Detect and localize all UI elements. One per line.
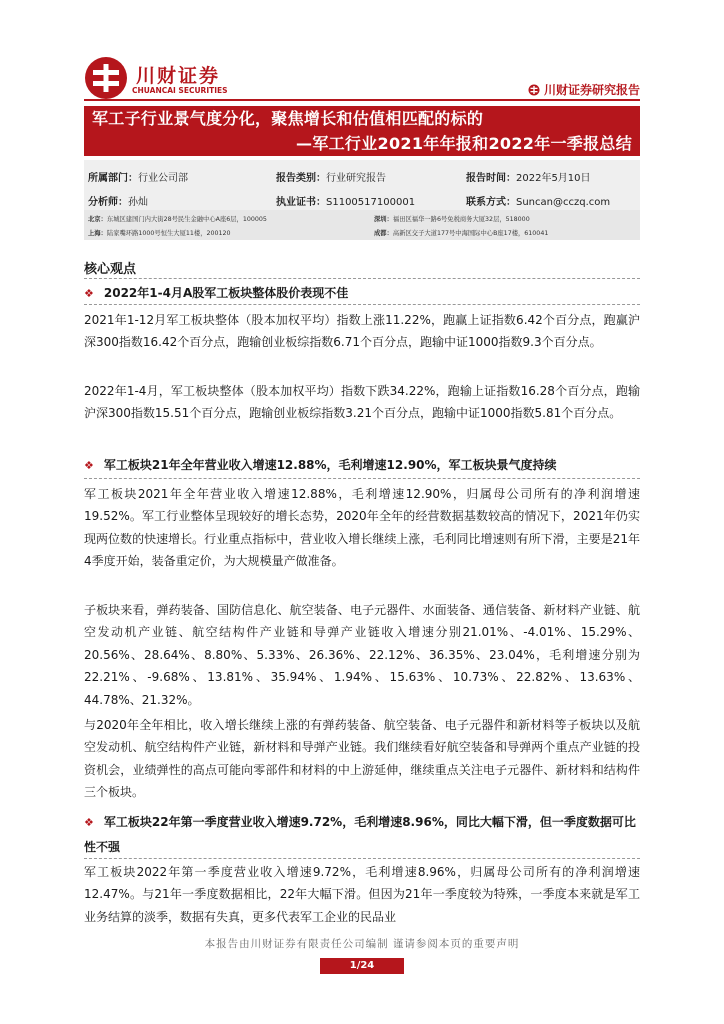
paragraph-5: 与2020年全年相比，收入增长继续上涨的有弹药装备、航空装备、电子元器件和新材料等子板块以及航空发动机、航空结构件产业链，新材料和导弹产业链。我们继续看好航空装备和导弹两个重点产业链的投资机会，业绩弹性的高点可能向零部件和材料的中上游延伸，继续重点关注电子元器件、新材料和结构件三个板块。 <box>84 718 640 800</box>
divider <box>84 858 640 859</box>
report-type-tag <box>528 81 640 98</box>
bullet-heading-1: ❖ 2022年1-4月A股军工板块整体股价表现不佳 <box>84 286 349 300</box>
contact-field: 联系方式：Suncan@cczq.com <box>466 197 611 208</box>
page-number: 1/24 <box>320 958 404 974</box>
report-title: 军工子行业景气度分化，聚焦增长和估值相匹配的标的 <box>92 109 484 128</box>
paragraph-1: 2021年1-12月军工板块整体（股本加权平均）指数上涨11.22%，跑赢上证指数6.42个百分点，跑赢沪深300指数16.42个百分点，跑输创业板综指数6.71个百分点，跑输中证1000指数9.3个百分点。 <box>84 313 640 350</box>
chuancai-mini-icon <box>528 84 540 96</box>
cert-field: 执业证书：S1100517100001 <box>276 197 416 208</box>
analyst-field: 分析师：孙灿 <box>88 197 148 208</box>
diamond-bullet-icon: ❖ <box>84 816 94 829</box>
report-time-field: 报告时间：2022年5月10日 <box>466 173 591 184</box>
company-logo <box>84 56 259 100</box>
contact-email[interactable]: Suncan@cczq.com <box>516 197 611 208</box>
divider <box>84 478 640 479</box>
bullet-heading-3: ❖ 军工板块22年第一季度营业收入增速9.72%，毛利增速8.96%，同比大幅下滑，但一季度数据可比性不强 <box>84 815 636 854</box>
divider <box>84 304 640 305</box>
address-shanghai: 上海：陆家嘴环路1000号恒生大厦11楼，200120 <box>88 230 231 237</box>
address-beijing: 北京：东城区建国门内大街28号民生金融中心A座6层，100005 <box>88 216 267 223</box>
address-chengdu: 成都：高新区交子大道177号中海国际中心B座17楼，610041 <box>374 230 549 237</box>
report-type-text: 川财证券研究报告 <box>543 83 640 97</box>
divider <box>84 278 640 279</box>
logo-en: CHUANCAI SECURITIES <box>132 86 228 95</box>
bullet-heading-2: ❖ 军工板块21年全年营业收入增速12.88%，毛利增速12.90%，军工板块景气度持续 <box>84 458 557 472</box>
logo-cn: 川财证券 <box>136 65 221 87</box>
footer-disclaimer: 本报告由川财证券有限责任公司编制 谨请参阅本页的重要声明 <box>204 938 520 950</box>
report-class-field: 报告类别：行业研究报告 <box>276 173 386 184</box>
paragraph-6: 军工板块2022年第一季度营业收入增速9.72%，毛利增速8.96%，归属母公司所有的净利润增速12.47%。与21年一季度数据相比，22年大幅下滑。但因为21年一季度较为特殊，一季度本来就是军工业务结算的淡季，数据有失真，更多代表军工企业的民品业 <box>84 865 640 924</box>
dept-field: 所属部门：行业公司部 <box>88 173 188 184</box>
paragraph-3: 军工板块2021年全年营业收入增速12.88%，毛利增速12.90%，归属母公司所有的净利润增速19.52%。军工行业整体呈现较好的增长态势，2020年全年的经营数据基数较高的情况下，2021年仍实现两位数的快速增长。行业重点指标中，营业收入增长继续上涨，毛利同比增速则有所下滑，主要是21年4季度开始，装备重定价，为大规模量产做准备。 <box>84 487 640 569</box>
diamond-bullet-icon: ❖ <box>84 459 94 472</box>
paragraph-2: 2022年1-4月，军工板块整体（股本加权平均）指数下跌34.22%，跑输上证指数16.28个百分点，跑输沪深300指数15.51个百分点，跑输创业板综指数3.21个百分点，跑输中证1000指数5.81个百分点。 <box>84 384 640 421</box>
address-shenzhen: 深圳：福田区福华一路6号免税商务大厦32层，518000 <box>374 216 530 223</box>
section-title: 核心观点 <box>84 262 137 277</box>
diamond-bullet-icon: ❖ <box>84 287 94 300</box>
report-subtitle: —军工行业2021年年报和2022年一季报总结 <box>296 134 632 153</box>
paragraph-4: 子板块来看，弹药装备、国防信息化、航空装备、电子元器件、水面装备、通信装备、新材料产业链、航空发动机产业链、航空结构件产业链和导弹产业链收入增速分别21.01%、-4.01%、15.29%、20.56%、28.64%、8.80%、5.33%、26.36%、22.12%、36.35%、23.04%，毛利增速分别为22.21%、-9.68%、13.81%、35.94%、1.94%、15.63%、10.73%、22.82%、13.63%、44.78%、21.32%。 <box>84 603 640 707</box>
header-rule <box>84 99 640 101</box>
chuancai-logo-icon <box>84 56 128 100</box>
